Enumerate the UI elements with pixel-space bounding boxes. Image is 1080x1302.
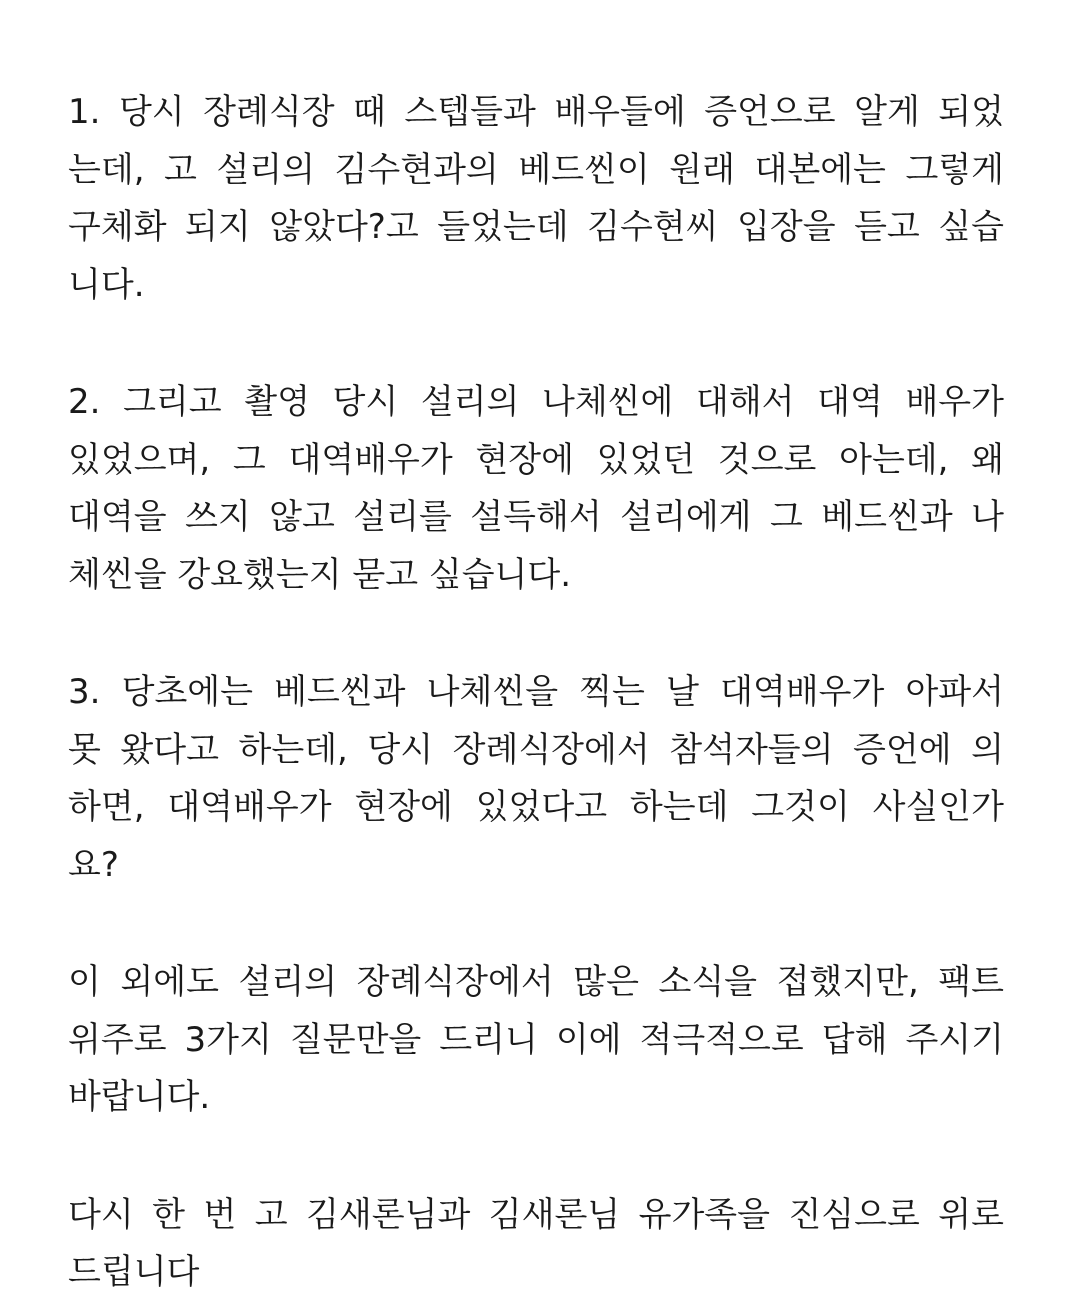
text-line: 3. 당초에는 베드씬과 나체씬을 찍는 날 대역배우가 아파서: [68, 672, 1004, 712]
paragraph-question-2: [68, 374, 1004, 604]
document-body: [68, 84, 1004, 1302]
paragraph-condolence: [68, 1187, 1004, 1302]
text-line: 구체화 되지 않았다?고 들었는데 김수현씨 입장을 듣고 싶습: [68, 207, 1004, 247]
text-line: 있었으며, 그 대역배우가 현장에 있었던 것으로 아는데, 왜: [68, 439, 1004, 480]
text-line: 다시 한 번 고 김새론님과 김새론님 유가족을 진심으로 위로: [68, 1194, 1004, 1235]
text-line: 위주로 3가지 질문만을 드리니 이에 적극적으로 답해 주시기: [68, 1019, 1004, 1060]
text-line: 바랍니다.: [68, 1077, 211, 1117]
text-line: 못 왔다고 하는데, 당시 장례식장에서 참석자들의 증언에 의: [68, 729, 1004, 770]
text-line: 요?: [68, 844, 119, 885]
text-line: 체씬을 강요했는지 묻고 싶습니다.: [68, 554, 572, 595]
text-line: 1. 당시 장례식장 때 스텝들과 배우들에 증언으로 알게 되었: [68, 92, 1004, 132]
text-line: 는데, 고 설리의 김수현과의 베드씬이 원래 대본에는 그렇게: [68, 149, 1004, 190]
text-line: 2. 그리고 촬영 당시 설리의 나체씬에 대해서 대역 배우가: [68, 382, 1004, 422]
text-line: 이 외에도 설리의 장례식장에서 많은 소식을 접했지만, 팩트: [68, 962, 1004, 1002]
text-line: 드립니다: [68, 1252, 200, 1292]
paragraph-question-3: [68, 664, 1004, 894]
text-line: 니다.: [68, 264, 145, 305]
text-line: 하면, 대역배우가 현장에 있었다고 하는데 그것이 사실인가: [68, 787, 1004, 827]
paragraph-question-1: [68, 84, 1004, 314]
text-line: 대역을 쓰지 않고 설리를 설득해서 설리에게 그 베드씬과 나: [68, 497, 1004, 537]
paragraph-request: [68, 954, 1004, 1127]
